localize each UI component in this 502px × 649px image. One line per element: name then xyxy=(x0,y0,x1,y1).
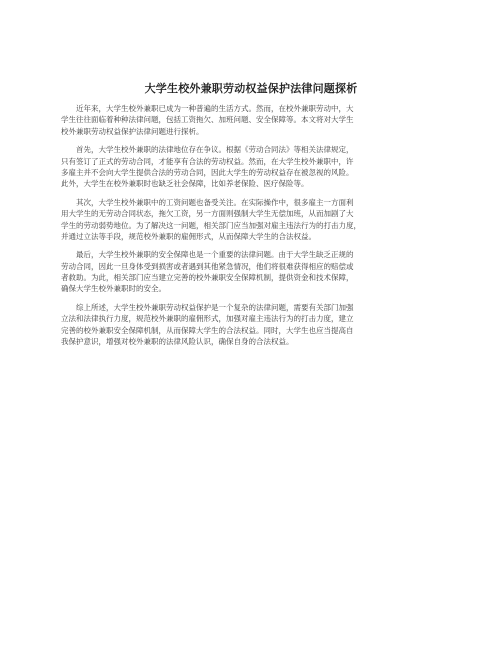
paragraph-line: 确保大学生校外兼职时的安全。 xyxy=(61,284,166,294)
paragraph-line: 劳动合同，因此一旦身体受到损害或者遇到其他紧急情况，他们将很难获得相应的赔偿或 xyxy=(61,261,354,271)
paragraph-wages xyxy=(61,197,441,243)
paragraph-line: 者救助。为此，相关部门应当建立完善的校外兼职安全保障机制，提供资金和技术保障， xyxy=(61,273,354,283)
paragraph-line: 我保护意识，增强对校外兼职的法律风险认识，确保自身的合法权益。 xyxy=(61,337,294,347)
paragraph-line: 立法和法律执行力度，规范校外兼职的雇佣形式，加强对雇主违法行为的打击力度，建立 xyxy=(61,314,354,324)
paragraph-line: 学生的劳动弱势地位。为了解决这一问题，相关部门应当加强对雇主违法行为的打击力度， xyxy=(61,220,361,230)
paragraph-line: 首先，大学生校外兼职的法律地位存在争议。根据《劳动合同法》等相关法律规定， xyxy=(76,145,354,155)
paragraph-intro xyxy=(61,103,441,137)
paragraph-line: 完善的校外兼职安全保障机制，从而保障大学生的合法权益。同时，大学生也应当提高自 xyxy=(61,325,354,335)
paragraph-line: 学生往往面临着种种法律问题，包括工资拖欠、加班问题、安全保障等。本文将对大学生 xyxy=(61,115,354,125)
paragraph-line: 此外，大学生在校外兼职时也缺乏社会保障，比如养老保险、医疗保险等。 xyxy=(61,179,309,189)
paragraph-line: 最后，大学生校外兼职的安全保障也是一个重要的法律问题。由于大学生缺乏正规的 xyxy=(76,250,354,260)
document-body xyxy=(61,103,441,354)
paragraph-line: 其次，大学生校外兼职中的工资问题也备受关注。在实际操作中，很多雇主一方面利 xyxy=(76,197,354,207)
paragraph-line: 只有签订了正式的劳动合同，才能享有合法的劳动权益。然而，在大学生校外兼职中，许 xyxy=(61,156,354,166)
paragraph-line: 用大学生的无劳动合同状态，拖欠工资，另一方面则强制大学生无偿加班，从而加剧了大 xyxy=(61,209,354,219)
paragraph-legal-status xyxy=(61,144,441,190)
paragraph-line: 校外兼职劳动权益保护法律问题进行探析。 xyxy=(61,126,204,136)
paragraph-line: 近年来，大学生校外兼职已成为一种普遍的生活方式。然而，在校外兼职劳动中，大 xyxy=(76,104,354,113)
paragraph-line: 多雇主并不会向大学生提供合法的劳动合同，因此大学生的劳动权益存在被忽视的风险。 xyxy=(61,167,354,177)
paragraph-safety xyxy=(61,249,441,295)
paragraph-conclusion xyxy=(61,302,441,348)
document-title: 大学生校外兼职劳动权益保护法律问题探析 xyxy=(144,82,358,95)
paragraph-line: 并通过立法等手段，规范校外兼职的雇佣形式，从而保障大学生的合法权益。 xyxy=(61,231,316,241)
paragraph-line: 综上所述，大学生校外兼职劳动权益保护是一个复杂的法律问题，需要有关部门加强 xyxy=(76,302,354,312)
